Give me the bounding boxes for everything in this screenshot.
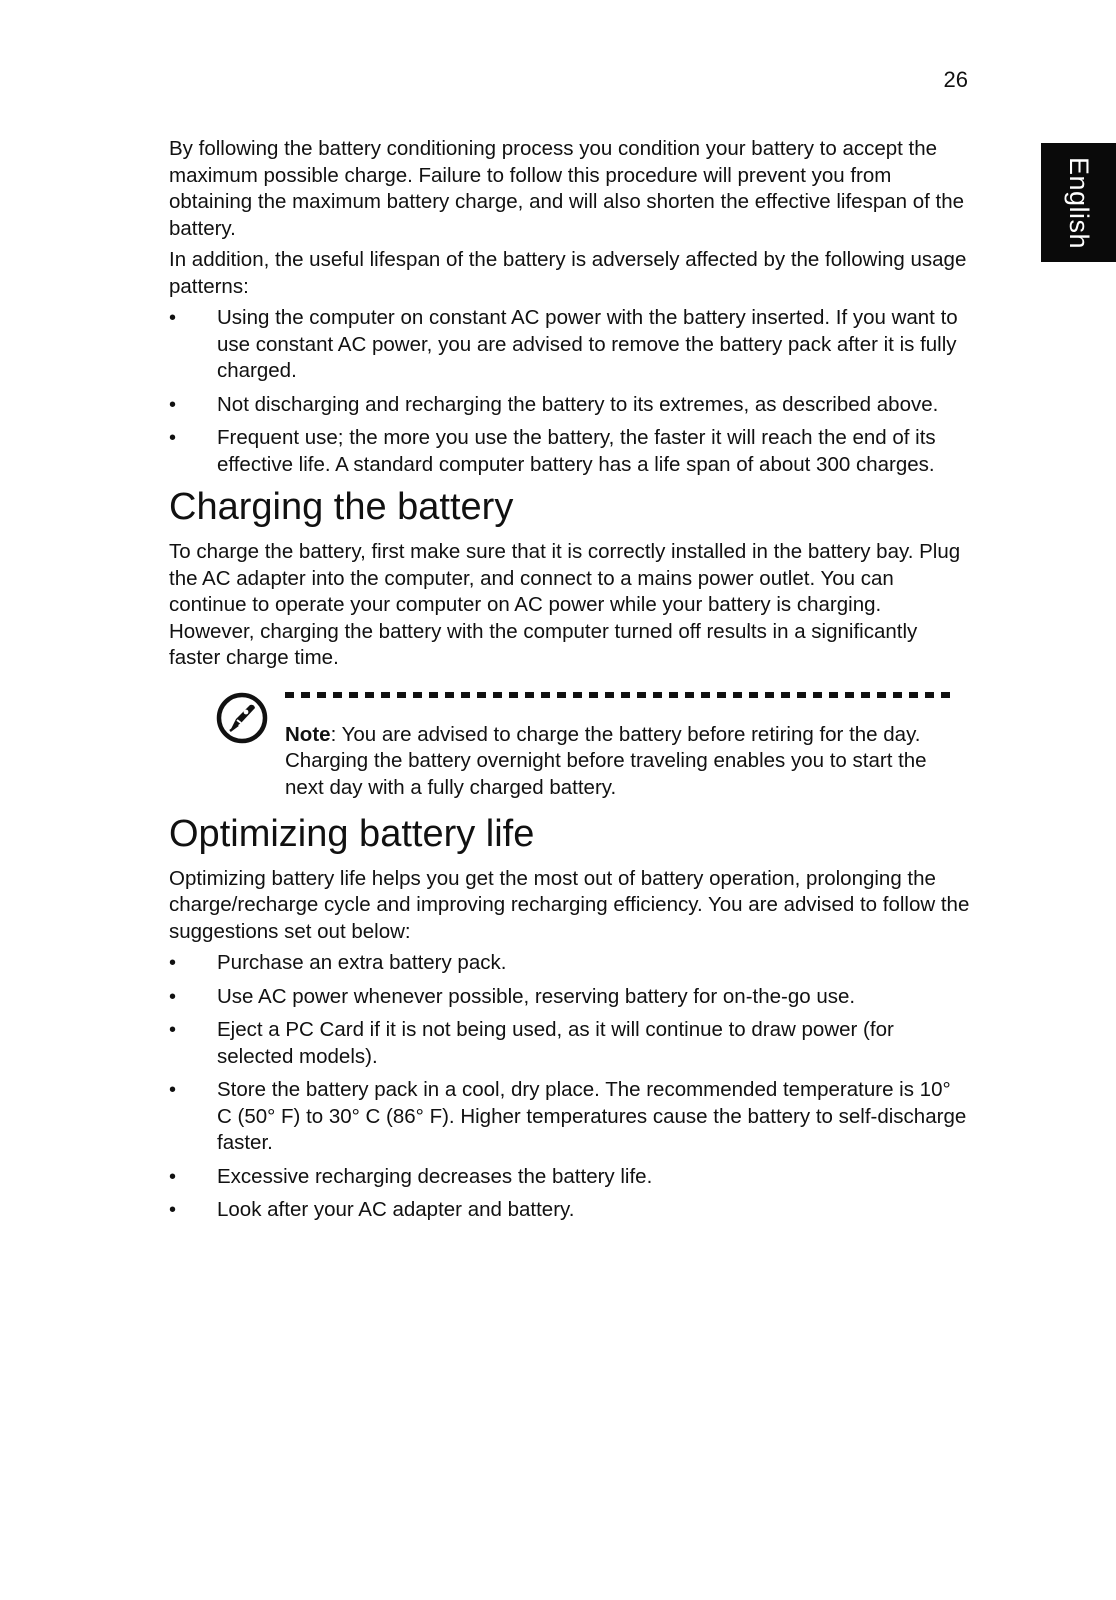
- list-item: [169, 1197, 971, 1224]
- optimizing-paragraph: Optimizing battery life helps you get the most out of battery operation, prolonging the charge/recharge cycle and improving recharging efficiency. You are advised to follow the suggestions set out below:: [169, 866, 970, 943]
- usage-patterns-list: [169, 305, 971, 478]
- charging-paragraph: To charge the battery, first make sure that it is correctly installed in the battery bay. Plug the AC adapter into the computer, and connect to a mains power outlet. You can continue to operate your computer on AC power while your battery is charging. However, charging the battery with the computer turned off results in a significantly faster charge time.: [169, 540, 961, 669]
- page-number: 26: [943, 67, 968, 92]
- list-item-text: Not discharging and recharging the battery to its extremes, as described above.: [217, 392, 939, 416]
- list-item: [169, 425, 971, 478]
- list-item-text: Purchase an extra battery pack.: [217, 951, 507, 974]
- list-item-text: Excessive recharging decreases the battery life.: [217, 1164, 653, 1188]
- intro-paragraph-2: In addition, the useful lifespan of the battery is adversely affected by the following usage patterns:: [169, 248, 967, 298]
- bullet-icon: •: [169, 952, 177, 974]
- list-item: [169, 305, 971, 385]
- list-item-text: Use AC power whenever possible, reserving battery for on-the-go use.: [217, 984, 856, 1008]
- list-item: [169, 1017, 971, 1070]
- bullet-icon: •: [169, 393, 177, 416]
- list-item: [169, 1077, 971, 1157]
- charging-heading: Charging the battery: [169, 486, 514, 528]
- bullet-icon: •: [169, 1019, 177, 1041]
- note-box: [169, 692, 971, 812]
- list-item: [169, 950, 971, 977]
- list-item-text: Look after your AC adapter and battery.: [217, 1198, 575, 1221]
- language-tab: [1041, 143, 1116, 262]
- list-item-text: Eject a PC Card if it is not being used, as it will continue to draw power (for selected models).: [217, 1018, 894, 1068]
- list-item: [169, 392, 971, 419]
- bullet-icon: •: [169, 1079, 177, 1101]
- battery-tips-list: [169, 950, 971, 1224]
- list-item: [169, 984, 971, 1011]
- intro-paragraph-1: By following the battery conditioning process you condition your battery to accept the maximum possible charge. Failure to follow this procedure will prevent you from obtaining the maximum battery charge, and will also shorten the effective lifespan of the battery.: [169, 137, 965, 240]
- optimizing-heading: Optimizing battery life: [169, 812, 535, 855]
- list-item-text: Frequent use; the more you use the battery, the faster it will reach the end of its effective life. A standard computer battery has a life span of about 300 charges.: [217, 426, 936, 476]
- bullet-icon: •: [169, 1165, 177, 1188]
- language-tab-label: English: [1063, 156, 1094, 249]
- note-label: Note: [285, 722, 331, 746]
- note-body: : You are advised to charge the battery before retiring for the day. Charging the battery overnight before traveling enables you to start the next day with a fully charged battery.: [285, 722, 927, 799]
- list-item-text: Store the battery pack in a cool, dry place. The recommended temperature is 10° C (50° F) to 30° C (86° F). Higher temperatures cause the battery to self-discharge faster.: [217, 1078, 967, 1154]
- list-item-text: Using the computer on constant AC power with the battery inserted. If you want to use constant AC power, you are advised to remove the battery pack after it is fully charged.: [217, 306, 958, 382]
- note-text: [285, 722, 945, 802]
- bullet-icon: •: [169, 1199, 177, 1221]
- bullet-icon: •: [169, 427, 177, 449]
- note-pen-icon: [216, 692, 268, 744]
- bullet-icon: •: [169, 307, 177, 329]
- bullet-icon: •: [169, 985, 177, 1008]
- list-item: [169, 1164, 971, 1191]
- page-content: [169, 136, 971, 1231]
- note-dashed-divider: [285, 692, 951, 698]
